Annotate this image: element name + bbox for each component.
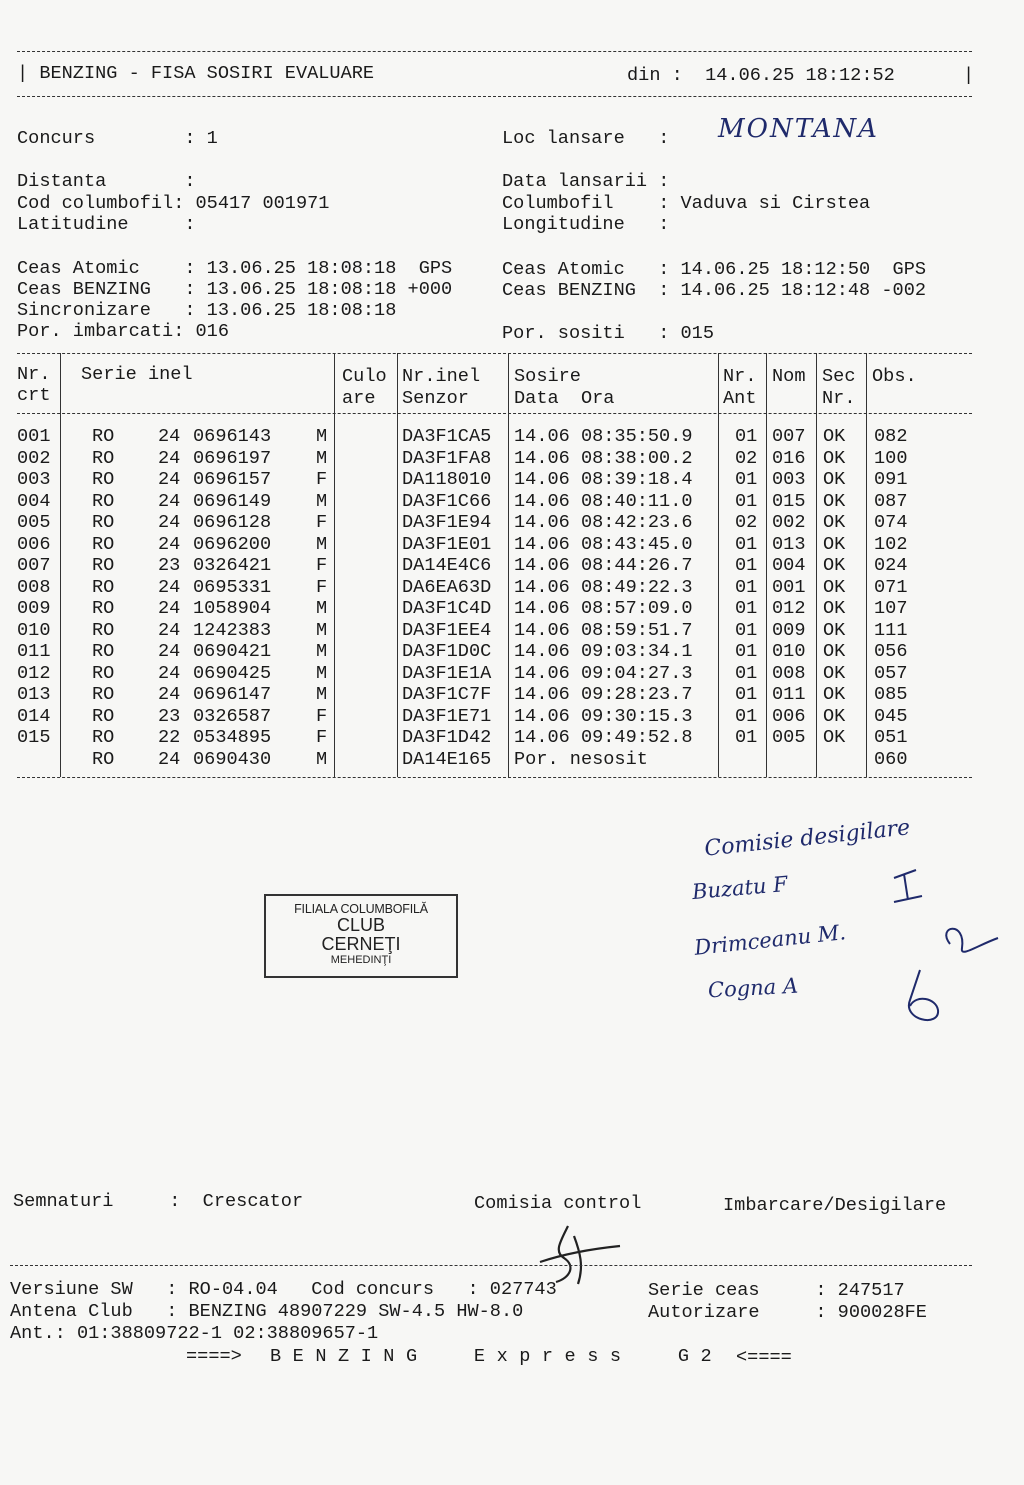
row-sec: OK	[823, 641, 846, 662]
row-nom: 012	[772, 598, 806, 619]
ceas-atomic-start: Ceas Atomic : 13.06.25 18:08:18 GPS	[17, 258, 453, 279]
row-inel: 0326587	[193, 705, 272, 727]
row-senzor: DA3F1C7F	[402, 684, 492, 705]
row-sosire: 14.06 09:04:27.3	[514, 662, 693, 684]
row-nom: 007	[772, 426, 806, 447]
row-senzor: DA3F1C66	[402, 490, 492, 512]
row-sec: OK	[823, 684, 846, 705]
row-obs: 024	[874, 555, 908, 576]
col-sep	[718, 353, 719, 777]
loc-lansare-handwritten: MONTANA	[718, 114, 879, 144]
row-inel: 0534895	[193, 727, 272, 748]
row-nom: 003	[772, 469, 806, 490]
row-sex: F	[316, 512, 328, 533]
row-sec: OK	[823, 426, 846, 447]
row-sosire: 14.06 08:57:09.0	[514, 598, 693, 619]
row-tara: RO	[92, 469, 115, 490]
row-an: 24	[158, 512, 181, 533]
row-senzor: DA3F1FA8	[402, 447, 492, 469]
row-ant: 01	[735, 684, 758, 705]
row-ant: 01	[735, 533, 758, 555]
loc-lansare-field: Loc lansare :	[502, 128, 670, 149]
serie-ceas: Serie ceas : 247517	[648, 1280, 905, 1301]
row-an: 24	[158, 426, 181, 447]
row-obs: 056	[874, 641, 908, 662]
row-nom: 009	[772, 619, 806, 641]
ceas-benzing-end: Ceas BENZING : 14.06.25 18:12:48 -002	[502, 280, 927, 301]
row-an: 24	[158, 490, 181, 512]
ceas-atomic-end: Ceas Atomic : 14.06.25 18:12:50 GPS	[502, 259, 927, 280]
row-sex: M	[316, 598, 328, 619]
row-sex: M	[316, 533, 328, 555]
col-sep	[866, 353, 867, 777]
row-nom: 010	[772, 641, 806, 662]
row-sex: F	[316, 727, 328, 748]
row-tara: RO	[92, 426, 115, 447]
table-top-border	[17, 353, 972, 354]
row-obs: 082	[874, 426, 908, 447]
row-inel: 1058904	[193, 598, 272, 619]
row-nr: 003	[17, 469, 51, 490]
express-arrow-right: <====	[736, 1347, 792, 1368]
row-senzor: DA3F1EE4	[402, 619, 492, 641]
data-lansarii-field: Data lansarii :	[502, 171, 670, 192]
row-an: 24	[158, 684, 181, 705]
row-ant: 01	[735, 555, 758, 576]
row-obs: 057	[874, 662, 908, 684]
row-sosire: 14.06 08:38:00.2	[514, 447, 693, 469]
row-obs: 100	[874, 447, 908, 469]
col-header-serie: Serie inel	[81, 364, 193, 385]
row-sosire: 14.06 08:49:22.3	[514, 576, 693, 598]
row-sex: M	[316, 490, 328, 512]
row-inel: 0696143	[193, 426, 272, 447]
table-bottom-border	[17, 777, 972, 778]
row-tara: RO	[92, 684, 115, 705]
row-inel: 0695331	[193, 576, 272, 598]
row-an: 23	[158, 705, 181, 727]
row-inel: 1242383	[193, 619, 272, 641]
row-sex: M	[316, 447, 328, 469]
row-sex: F	[316, 469, 328, 490]
row-sec: OK	[823, 662, 846, 684]
row-an: 24	[158, 447, 181, 469]
row-sosire: 14.06 09:03:34.1	[514, 641, 693, 662]
header-right-bar: |	[963, 65, 975, 86]
row-nr: 015	[17, 727, 51, 748]
col-sep	[334, 353, 335, 777]
row-nr: 010	[17, 619, 51, 641]
row-ant: 01	[735, 576, 758, 598]
handwritten-line-4: Cogna A	[707, 973, 799, 1003]
header-bottom-border	[17, 96, 972, 97]
row-nom: 011	[772, 684, 806, 705]
express-arrow-left: ====>	[186, 1346, 242, 1367]
row-ant: 01	[735, 490, 758, 512]
col-header-senzor: Nr.inel	[402, 366, 481, 387]
stamp-line-3: CERNEŢI	[321, 934, 401, 954]
row-inel: 0696197	[193, 447, 272, 469]
row-senzor: DA3F1C4D	[402, 598, 492, 619]
row-ant: 01	[735, 641, 758, 662]
col-header-culoare: Culo	[342, 366, 387, 387]
row-obs: 087	[874, 490, 908, 512]
row-obs: 045	[874, 705, 908, 727]
antenne-list: Ant.: 01:38809722-1 02:38809657-1	[10, 1323, 379, 1344]
ceas-benzing-start: Ceas BENZING : 13.06.25 18:08:18 +000	[17, 279, 453, 300]
header-top-border	[17, 51, 972, 52]
row-nom: 008	[772, 662, 806, 684]
row-inel: 0696128	[193, 512, 272, 533]
semnaturi-crescator: Semnaturi : Crescator	[13, 1191, 304, 1212]
row-an: 24	[158, 619, 181, 641]
row-obs: 071	[874, 576, 908, 598]
stamp-line-1: FILIALA COLUMBOFILĂ	[294, 902, 428, 916]
row-sec: OK	[823, 533, 846, 555]
row-obs: 060	[874, 748, 908, 770]
row-senzor: DA3F1E01	[402, 533, 492, 555]
handwritten-signature-marks	[880, 860, 1010, 1040]
row-an: 24	[158, 748, 181, 770]
row-tara: RO	[92, 641, 115, 662]
row-nr: 009	[17, 598, 51, 619]
por-sositi: Por. sositi : 015	[502, 323, 715, 344]
row-nr: 008	[17, 576, 51, 598]
row-nom: 001	[772, 576, 806, 598]
columbofil-field: Columbofil : Vaduva si Cirstea	[502, 193, 871, 214]
row-tara: RO	[92, 748, 115, 770]
col-header-sosire: Sosire	[514, 366, 581, 387]
row-sosire: 14.06 08:59:51.7	[514, 619, 693, 641]
row-tara: RO	[92, 533, 115, 555]
row-nom: 002	[772, 512, 806, 533]
row-obs: 111	[874, 619, 908, 641]
row-obs: 102	[874, 533, 908, 555]
col-sep	[508, 353, 509, 777]
handwritten-line-2: Buzatu F	[691, 871, 789, 905]
col-header-senzor-2: Senzor	[402, 388, 469, 409]
row-an: 24	[158, 662, 181, 684]
page-title: | BENZING - FISA SOSIRI EVALUARE	[17, 63, 375, 84]
row-nom: 005	[772, 727, 806, 748]
row-sosire: 14.06 08:43:45.0	[514, 533, 693, 555]
row-nom: 006	[772, 705, 806, 727]
row-senzor: DA118010	[402, 469, 492, 490]
row-inel: 0326421	[193, 555, 272, 576]
row-inel: 0696157	[193, 469, 272, 490]
row-sex: F	[316, 555, 328, 576]
row-nr: 012	[17, 662, 51, 684]
row-inel: 0696200	[193, 533, 272, 555]
club-stamp	[264, 894, 458, 978]
col-sep	[766, 353, 767, 777]
row-senzor: DA3F1D42	[402, 727, 492, 748]
row-sec: OK	[823, 727, 846, 748]
row-senzor: DA3F1E94	[402, 512, 492, 533]
row-nr: 002	[17, 447, 51, 469]
row-sosire: 14.06 09:30:15.3	[514, 705, 693, 727]
row-ant: 01	[735, 598, 758, 619]
row-sex: F	[316, 576, 328, 598]
row-obs: 107	[874, 598, 908, 619]
row-sec: OK	[823, 705, 846, 727]
stamp-line-2: CLUB	[336, 915, 385, 935]
col-header-sec: Sec	[822, 366, 856, 387]
row-obs: 091	[874, 469, 908, 490]
row-an: 24	[158, 641, 181, 662]
row-an: 24	[158, 576, 181, 598]
row-tara: RO	[92, 447, 115, 469]
row-inel: 0690421	[193, 641, 272, 662]
row-nr: 011	[17, 641, 51, 662]
row-ant: 02	[735, 512, 758, 533]
col-sep	[816, 353, 817, 777]
row-tara: RO	[92, 705, 115, 727]
col-header-sec-2: Nr.	[822, 388, 856, 409]
col-header-obs: Obs.	[872, 366, 917, 387]
row-tara: RO	[92, 490, 115, 512]
row-nr: 004	[17, 490, 51, 512]
row-sosire: 14.06 08:40:11.0	[514, 490, 693, 512]
row-senzor: DA3F1CA5	[402, 426, 492, 447]
antena-club: Antena Club : BENZING 48907229 SW-4.5 HW-8.0	[10, 1301, 524, 1322]
row-sosire: 14.06 08:35:50.9	[514, 426, 693, 447]
row-senzor: DA14E165	[402, 748, 492, 770]
col-header-ant-2: Ant	[723, 388, 757, 409]
row-sosire: 14.06 08:44:26.7	[514, 555, 693, 576]
row-obs: 074	[874, 512, 908, 533]
row-sex: M	[316, 641, 328, 662]
longitudine-field: Longitudine :	[502, 214, 670, 235]
handwritten-line-1: Comisie desigilare	[703, 815, 912, 862]
row-tara: RO	[92, 619, 115, 641]
latitudine-field: Latitudine :	[17, 214, 196, 235]
row-sex: M	[316, 426, 328, 447]
col-header-culoare-2: are	[342, 388, 376, 409]
row-sec: OK	[823, 447, 846, 469]
row-tara: RO	[92, 512, 115, 533]
express-title: BENZING Express G2	[270, 1346, 724, 1367]
row-tara: RO	[92, 598, 115, 619]
autorizare: Autorizare : 900028FE	[648, 1302, 927, 1323]
row-inel: 0696147	[193, 684, 272, 705]
stamp-line-4: MEHEDINŢI	[330, 954, 392, 966]
col-header-data-ora: Data Ora	[514, 388, 615, 409]
row-sec: OK	[823, 490, 846, 512]
col-sep	[60, 353, 61, 777]
cod-columbofil-field: Cod columbofil: 05417 001971	[17, 193, 330, 214]
row-sex: M	[316, 662, 328, 684]
row-senzor: DA14E4C6	[402, 555, 492, 576]
concurs-field: Concurs : 1	[17, 128, 218, 149]
row-ant: 01	[735, 619, 758, 641]
row-senzor: DA6EA63D	[402, 576, 492, 598]
row-nom: 015	[772, 490, 806, 512]
row-an: 24	[158, 469, 181, 490]
row-ant: 01	[735, 469, 758, 490]
col-header-nr: Nr.	[17, 364, 51, 385]
row-sosire: Por. nesosit	[514, 748, 648, 770]
row-inel: 0690430	[193, 748, 272, 770]
row-an: 23	[158, 555, 181, 576]
row-senzor: DA3F1E71	[402, 705, 492, 727]
row-obs: 085	[874, 684, 908, 705]
col-header-nom: Nom	[772, 366, 806, 387]
row-sex: M	[316, 748, 328, 770]
row-sex: M	[316, 684, 328, 705]
row-tara: RO	[92, 576, 115, 598]
row-nr: 013	[17, 684, 51, 705]
row-ant: 02	[735, 447, 758, 469]
row-ant: 01	[735, 662, 758, 684]
row-nom: 016	[772, 447, 806, 469]
row-sec: OK	[823, 512, 846, 533]
row-an: 24	[158, 598, 181, 619]
table-header-border	[17, 413, 972, 414]
row-nr: 006	[17, 533, 51, 555]
por-imbarcati: Por. imbarcati: 016	[17, 321, 230, 342]
row-nr: 007	[17, 555, 51, 576]
row-nr: 001	[17, 426, 51, 447]
handwritten-line-3: Drimceanu M.	[693, 920, 847, 960]
row-sec: OK	[823, 555, 846, 576]
row-nom: 004	[772, 555, 806, 576]
row-sex: F	[316, 705, 328, 727]
row-sec: OK	[823, 619, 846, 641]
row-ant: 01	[735, 426, 758, 447]
versiune-sw: Versiune SW : RO-04.04 Cod concurs : 027743	[10, 1279, 557, 1300]
row-sosire: 14.06 08:39:18.4	[514, 469, 693, 490]
row-an: 22	[158, 727, 181, 748]
row-sec: OK	[823, 598, 846, 619]
row-sosire: 14.06 09:28:23.7	[514, 684, 693, 705]
footer-separator	[10, 1265, 972, 1266]
sincronizare: Sincronizare : 13.06.25 18:08:18	[17, 300, 397, 321]
row-nr: 014	[17, 705, 51, 727]
row-tara: RO	[92, 727, 115, 748]
row-inel: 0696149	[193, 490, 272, 512]
row-senzor: DA3F1E1A	[402, 662, 492, 684]
col-sep	[397, 353, 398, 777]
row-ant: 01	[735, 727, 758, 748]
semnaturi-comisia: Comisia control	[474, 1193, 642, 1214]
row-sex: M	[316, 619, 328, 641]
row-ant: 01	[735, 705, 758, 727]
row-nom: 013	[772, 533, 806, 555]
row-senzor: DA3F1D0C	[402, 641, 492, 662]
distanta-field: Distanta :	[17, 171, 196, 192]
row-sec: OK	[823, 576, 846, 598]
row-tara: RO	[92, 555, 115, 576]
row-obs: 051	[874, 727, 908, 748]
row-sosire: 14.06 09:49:52.8	[514, 727, 693, 748]
semnaturi-imbarcare: Imbarcare/Desigilare	[723, 1195, 947, 1216]
row-tara: RO	[92, 662, 115, 684]
row-nr: 005	[17, 512, 51, 533]
row-inel: 0690425	[193, 662, 272, 684]
row-an: 24	[158, 533, 181, 555]
print-datetime: din : 14.06.25 18:12:52	[627, 65, 895, 86]
col-header-ant: Nr.	[723, 366, 757, 387]
col-header-crt: crt	[17, 385, 51, 406]
row-sosire: 14.06 08:42:23.6	[514, 512, 693, 533]
row-sec: OK	[823, 469, 846, 490]
